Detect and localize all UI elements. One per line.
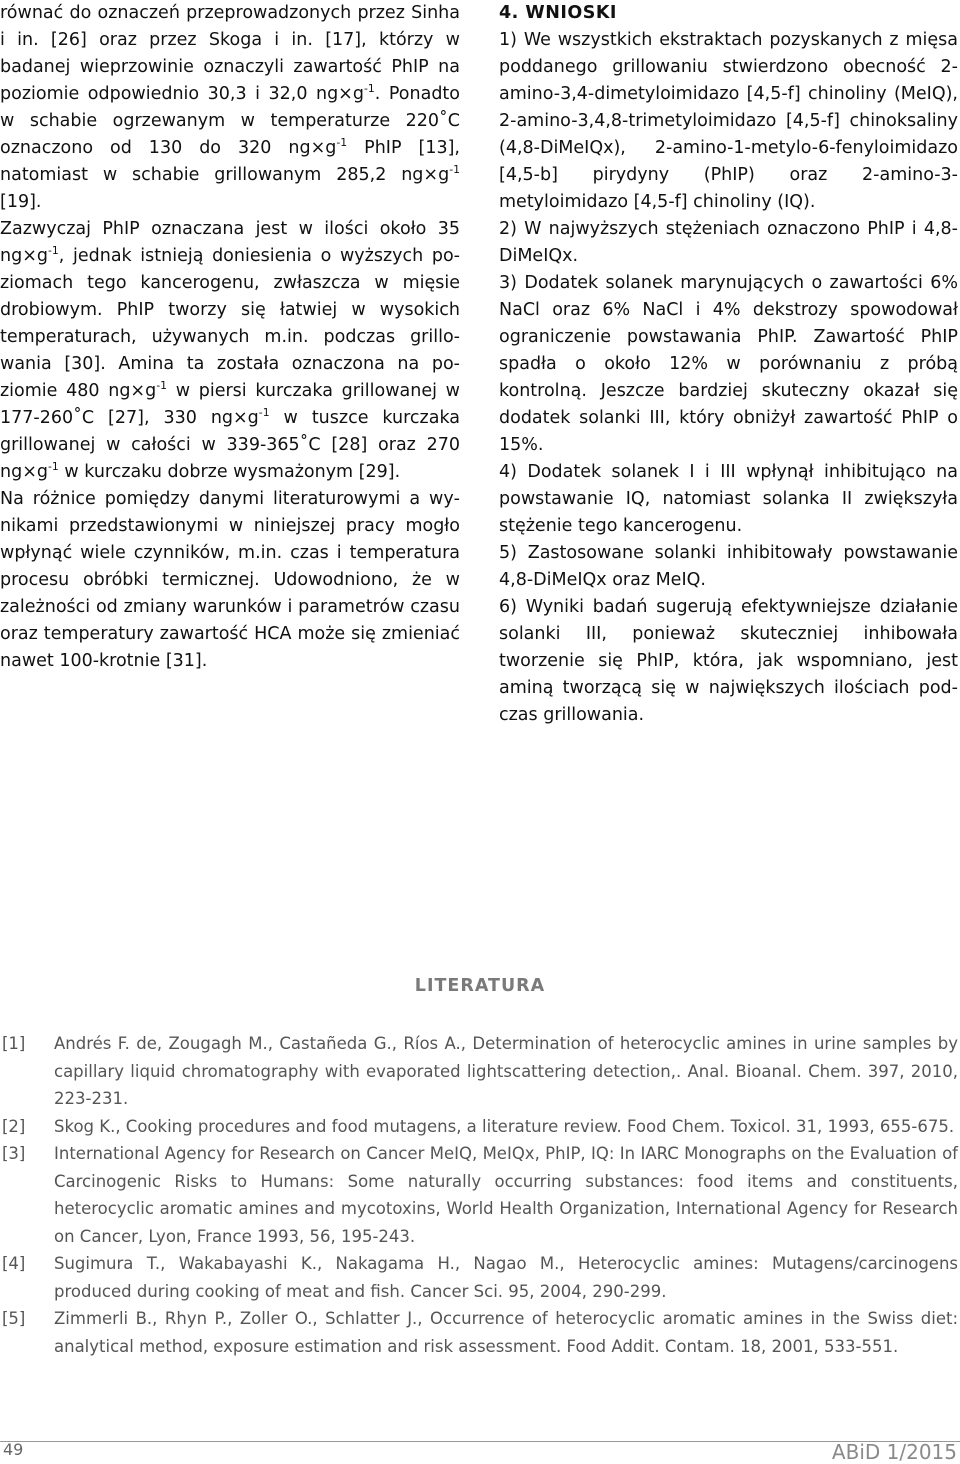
reference-text: Andrés F. de, Zougagh M., Castañeda G., Ríos A., Determination of heterocyclic amines in urine samples by capillary liquid chromatography with evaporated lightscattering detection,. Anal. Bioanal. Chem. 397, 2010, 223-231. bbox=[54, 1034, 958, 1108]
literature-title: LITERATURA bbox=[414, 976, 546, 996]
reference-item bbox=[0, 1030, 958, 1113]
footer-divider bbox=[0, 1441, 960, 1442]
right-column bbox=[499, 0, 958, 729]
reference-text: Skog K., Cooking procedures and food mutagens, a literature review. Food Chem. Toxicol. 31, 1993, 655-675. bbox=[54, 1116, 955, 1136]
reference-item bbox=[0, 1250, 958, 1305]
conclusion-item: 3) Dodatek solanek marynujących o zawartości 6% NaCl oraz 6% NaCl i 4% dekstrozy spowodował ograniczenie powstawania PhIP. Zawartość PhIP spadła o około 12% w porównaniu z próbą kontrolną. Jeszcze bardziej skuteczny okazał się dodatek solanki III, który obniżył zawartość PhIP o 15%. bbox=[499, 273, 958, 455]
reference-number: [2] bbox=[2, 1116, 26, 1136]
page-number: 49 bbox=[3, 1440, 24, 1459]
reference-item bbox=[0, 1305, 958, 1360]
conclusion-item: 1) We wszystkich ekstraktach pozyskanych z mięsa poddanego grillowaniu stwierdzono obecność 2-amino-3,4-dimetyloimidazo [4,5-f] chinoliny (MeIQ), 2-amino-3,4,8-trimetyloimidazo [4,5-f] chinoksaliny (4,8-DiMeIQx), 2-amino-1-metylo-6-fenyloimidazo [4,5-b] pirydyny (PhIP) oraz 2-amino-3-metyloimidazo [4,5-f] chinoliny (IQ). bbox=[499, 30, 958, 212]
conclusion-item: 2) W najwyższych stężeniach oznaczono PhIP i 4,8-DiMeIQx. bbox=[499, 219, 958, 266]
reference-number: [5] bbox=[2, 1309, 26, 1328]
reference-item bbox=[0, 1140, 958, 1250]
paragraph-phip-levels: Zazwyczaj PhIP oznaczana jest w ilości około 35 $ng\times g^{-1}$, jednak istnieją doniesienia o wyższych poziomach tego kancerogenu, zwłaszcza w mięsie drobiowym. PhIP tworzy się łatwiej w wysokich temperaturach, używanych m.in. podczas grillowania [30]. Amina ta została oznaczona na poziomie 480 $ng\times g^{-1}$ w piersi kurczaka grillowanej w 177-260˚C [27], 330 $ng\times g^{-1}$ w tuszce kurczaka grillowanej w całości w 339-365˚C [28] oraz 270 $ng\times g^{-1}$ w kurczaku dobrze wysmażonym [29]. bbox=[0, 219, 460, 482]
reference-text: International Agency for Research on Cancer MeIQ, MeIQx, PhIP, IQ: In IARC Monographs on the Evaluation of Carcinogenic Risks to Humans: Some naturally occurring substances: food items and constituents, heterocyclic aromatic amines and mycotoxins, World Health Organization, International Agency for Research on Cancer, Lyon, France 1993, 56, 195-243. bbox=[54, 1144, 958, 1246]
conclusion-item: 5) Zastosowane solanki inhibitowały powstawanie 4,8-DiMeIQx oraz MeIQ. bbox=[499, 543, 958, 590]
reference-text: Zimmerli B., Rhyn P., Zoller O., Schlatter J., Occurrence of heterocyclic aromatic amines in the Swiss diet: analytical method, exposure estimation and risk assessment. Food Addit. Contam. 18, 2001, 533-551. bbox=[54, 1309, 958, 1356]
reference-number: [4] bbox=[2, 1254, 26, 1273]
reference-number: [1] bbox=[2, 1034, 26, 1053]
left-column bbox=[0, 0, 460, 675]
paragraph-differences: Na różnice pomiędzy danymi literaturowymi a wynikami przedstawionymi w niniejszej pracy mogło wpłynąć wiele czynników, m.in. czas i temperatura procesu obróbki termicznej. Udowodniono, że w zależności od zmiany warunków i parametrów czasu oraz temperatury zawartość HCA może się zmieniać nawet 100-krotnie [31]. bbox=[0, 489, 460, 671]
reference-item bbox=[0, 1113, 958, 1141]
reference-text: Sugimura T., Wakabayashi K., Nakagama H., Nagao M., Heterocyclic amines: Mutagens/carcinogens produced during cooking of meat and fish. Cancer Sci. 95, 2004, 290-299. bbox=[54, 1254, 958, 1301]
reference-list bbox=[0, 1030, 958, 1360]
section-heading: 4. WNIOSKI bbox=[499, 3, 617, 23]
conclusion-item: 6) Wyniki badań sugerują efektywniejsze działanie solanki III, ponieważ skuteczniej inhibowała tworzenie się PhIP, która, jak wspomniano, jest aminą tworzącą się w największych ilościach podczas grillowania. bbox=[499, 597, 958, 725]
reference-number: [3] bbox=[2, 1144, 26, 1163]
paragraph-comparison: równać do oznaczeń przeprowadzonych przez Sinha i in. [26] oraz przez Skoga i in. [17], którzy w badanej wieprzowinie oznaczyli zawartość PhIP na poziomie odpowiednio 30,3 i 32,0 $ng\times g^{-1}$. Ponadto w schabie ogrzewanym w temperaturze 220˚C oznaczono od 130 do 320 $ng\times g^{-1}$ PhIP [13], natomiast w schabie grillowanym 285,2 $ng\times g^{-1}$ [19]. bbox=[0, 3, 460, 212]
journal-issue: ABiD 1/2015 bbox=[831, 1440, 957, 1464]
conclusion-item: 4) Dodatek solanek I i III wpłynął inhibitująco na powstawanie IQ, natomiast solanka II zwiększyła stężenie tego kancerogenu. bbox=[499, 462, 958, 536]
